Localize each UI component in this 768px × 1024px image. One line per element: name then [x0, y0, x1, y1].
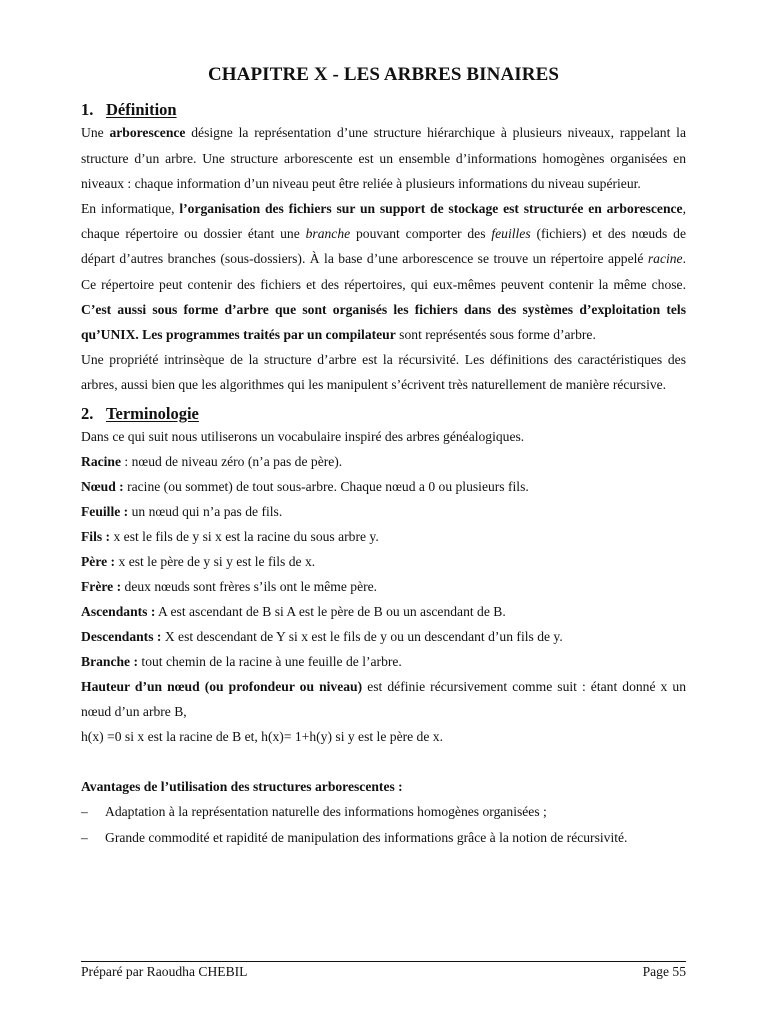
text-run: : nœud de niveau zéro (n’a pas de père). — [121, 454, 343, 470]
text-run: sont représentés sous forme d’arbre. — [395, 327, 596, 343]
term-noeud — [81, 474, 686, 499]
text-run: tout chemin de la racine à une feuille de l’arbre. — [138, 654, 402, 670]
footer-rule — [81, 961, 686, 962]
term-list — [81, 449, 686, 724]
text-run: racine (ou sommet) de tout sous-arbre. Chaque nœud a 0 ou plusieurs fils. — [123, 479, 529, 495]
spacer — [81, 749, 686, 774]
document-page — [81, 64, 686, 850]
definition-paragraph-1 — [81, 120, 686, 196]
bold-text: Branche : — [81, 654, 139, 670]
advantage-item — [81, 825, 686, 851]
bold-text: Fils : — [81, 529, 111, 545]
italic-text: racine — [647, 251, 683, 267]
term-racine — [81, 449, 686, 474]
term-hauteur — [81, 674, 686, 724]
bold-text: Nœud : — [81, 479, 124, 495]
term-branche — [81, 649, 686, 674]
advantage-item — [81, 799, 686, 825]
chapter-title: CHAPITRE X - LES ARBRES BINAIRES — [207, 64, 560, 85]
advantage-text: Adaptation à la représentation naturelle des informations homogènes organisées ; — [105, 804, 547, 820]
bold-text: C’est aussi sous forme d’arbre que sont organisés les fichiers dans des systèmes d’exploitation tels qu’UNIX. Les programmes traités par un compilateur — [81, 301, 686, 343]
bold-text: l’organisation des fichiers sur un support de stockage est structurée en arborescence — [179, 201, 683, 217]
term-frere — [81, 574, 686, 599]
section-1-number: 1. — [81, 99, 94, 119]
terminology-intro: Dans ce qui suit nous utiliserons un vocabulaire inspiré des arbres généalogiques. — [81, 429, 525, 445]
text-run: x est le fils de y si x est la racine du sous arbre y. — [110, 529, 379, 545]
italic-text: feuilles — [491, 226, 531, 242]
text-run: x est le père de y si y est le fils de x. — [115, 554, 316, 570]
text-run: , chaque répertoire ou dossier étant une — [81, 201, 686, 242]
bold-text: Descendants : — [81, 629, 162, 645]
section-2-number: 2. — [81, 403, 94, 423]
term-feuille — [81, 499, 686, 524]
text-run: . Ce répertoire peut contenir des fichiers et des répertoires, qui eux-mêmes peuvent contenir la même chose. — [81, 251, 686, 292]
bold-text: Frère : — [81, 579, 122, 595]
height-formula: h(x) =0 si x est la racine de B et, h(x)= 1+h(y) si y est le père de x. — [81, 729, 443, 745]
term-fils — [81, 524, 686, 549]
text-run: En informatique, — [81, 201, 180, 217]
footer-page-number: Page 55 — [642, 964, 686, 979]
bold-text: Hauteur d’un nœud (ou profondeur ou niveau) — [81, 679, 363, 695]
section-1-heading — [81, 100, 686, 121]
text-run: X est descendant de Y si x est le fils de y ou un descendant d’un fils de y. — [161, 629, 563, 645]
italic-text: branche — [305, 226, 351, 242]
advantages-heading: Avantages de l’utilisation des structures arborescentes : — [81, 779, 403, 795]
section-1-title: Définition — [106, 99, 177, 119]
bullet-dash: – — [81, 829, 88, 845]
page-footer — [81, 964, 686, 980]
bullet-dash: – — [81, 804, 88, 820]
text-run: deux nœuds sont frères s’ils ont le même père. — [121, 579, 378, 595]
section-2-title: Terminologie — [106, 403, 199, 423]
bold-text: Feuille : — [81, 504, 129, 520]
term-descendants — [81, 624, 686, 649]
text-run: Une propriété intrinsèque de la structure d’arbre est la récursivité. Les définitions des caractéristiques des arbres, aussi bien que les algorithmes qui les manipulent s’écrivent très naturellement de manière récursive. — [81, 352, 686, 393]
text-run: Une — [81, 125, 110, 141]
section-2-heading — [81, 404, 686, 425]
bold-text: Ascendants : — [81, 604, 156, 620]
footer-author: Préparé par Raoudha CHEBIL — [81, 964, 248, 979]
bold-text: Père : — [81, 554, 116, 570]
term-pere — [81, 549, 686, 574]
text-run: pouvant comporter des — [350, 226, 492, 242]
term-ascendants — [81, 599, 686, 624]
advantages-list — [81, 799, 686, 850]
text-run: A est ascendant de B si A est le père de B ou un ascendant de B. — [155, 604, 506, 620]
definition-paragraph-3 — [81, 347, 686, 397]
bold-text: Racine — [81, 454, 122, 470]
advantage-text: Grande commodité et rapidité de manipulation des informations grâce à la notion de récursivité. — [105, 829, 628, 845]
text-run: désigne la représentation d’une structure hiérarchique à plusieurs niveaux, rappelant la structure d’un arbre. Une structure arborescente est un ensemble d’informations homogènes organisées en niveaux : chaque information d’un niveau peut être reliée à plusieurs informations du niveau supérieur. — [81, 125, 686, 191]
definition-paragraph-2 — [81, 196, 686, 347]
text-run: (fichiers) et des nœuds de départ d’autres branches (sous-dossiers). À la base d’une arborescence se trouve un répertoire appelé — [81, 226, 686, 267]
bold-text: arborescence — [109, 125, 186, 141]
text-run: un nœud qui n’a pas de fils. — [128, 504, 283, 520]
text-run: est définie récursivement comme suit : étant donné x un nœud d’un arbre B, — [81, 679, 687, 720]
